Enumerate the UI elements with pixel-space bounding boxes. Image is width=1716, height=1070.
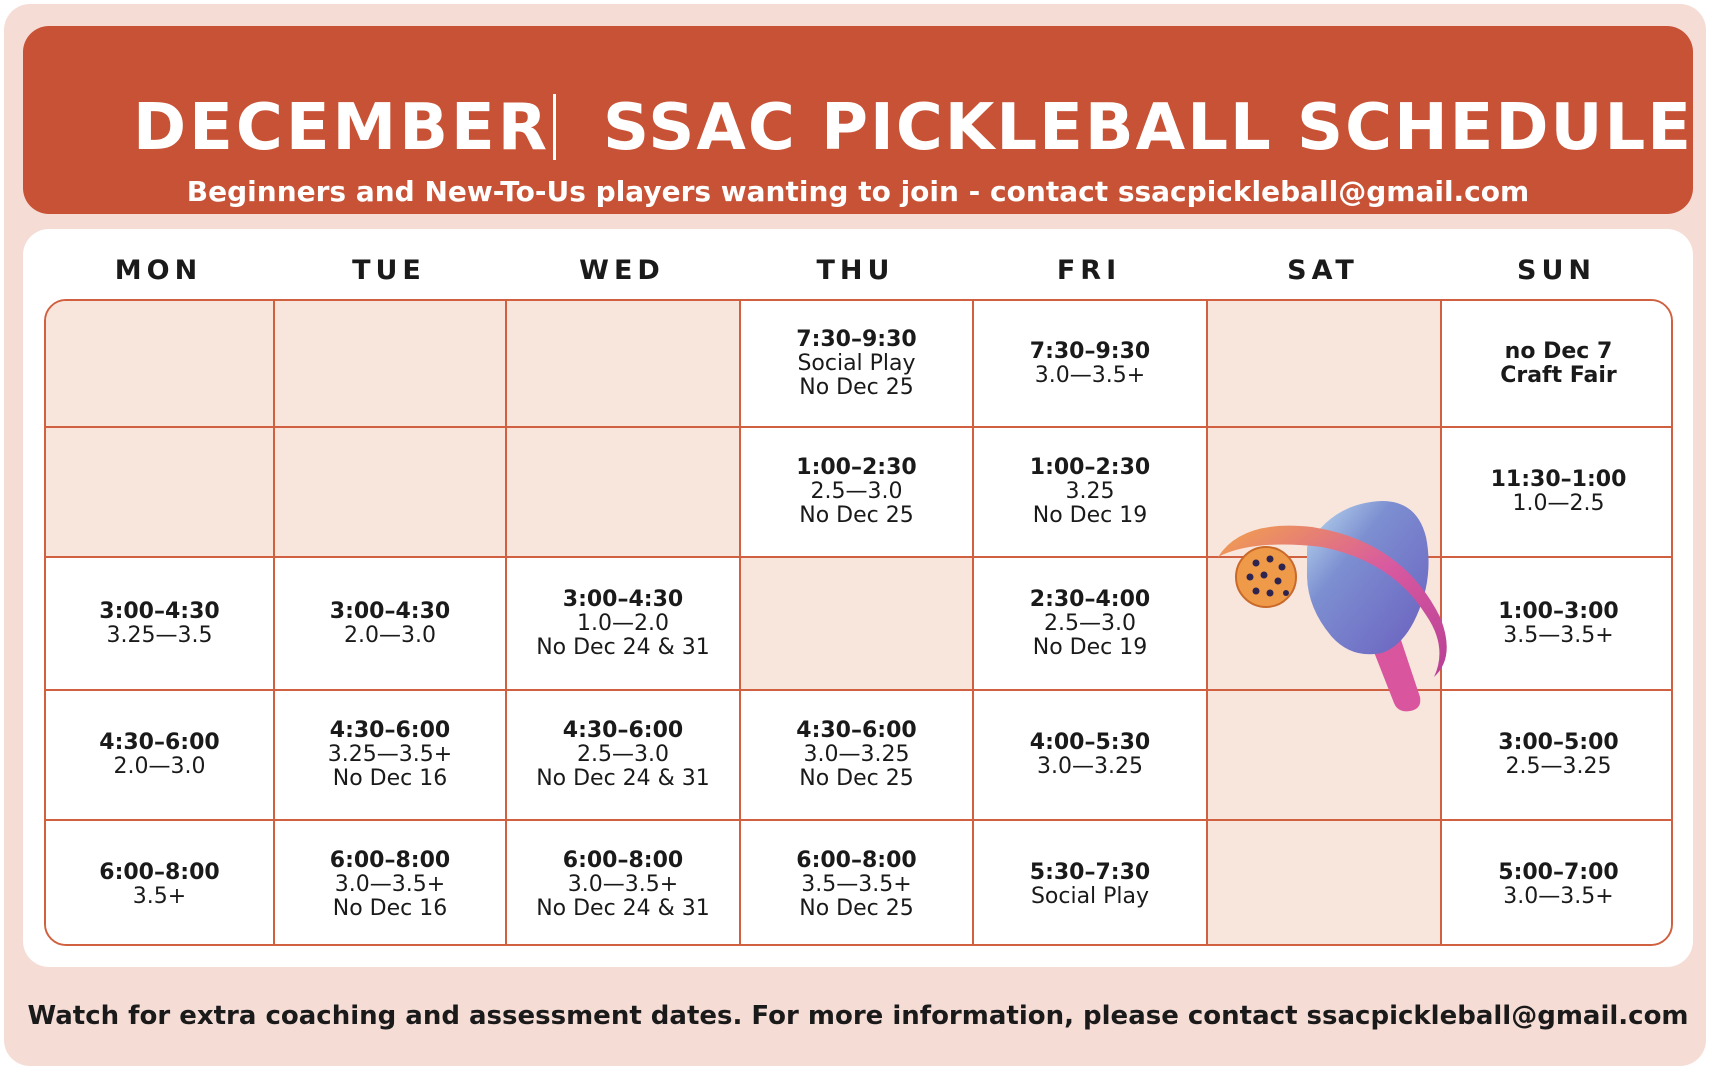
schedule-cell-fri-row5 (974, 821, 1208, 946)
schedule-cell-tue-row2 (275, 428, 507, 558)
schedule-cell-thu-row4 (741, 691, 974, 821)
session-time: 2:30–4:00 (1029, 586, 1151, 612)
schedule-cell-tue-row3 (275, 558, 507, 691)
schedule-cell-wed-row3 (507, 558, 741, 691)
session-time: 3:00–4:30 (562, 586, 684, 612)
schedule-cell-tue-row4 (275, 691, 507, 821)
schedule-cell-mon-row1 (46, 301, 275, 428)
header-subtitle: Beginners and New-To-Us players wanting to join - contact ssacpickleball@gmail.com (186, 175, 1530, 208)
schedule-cell-thu-row2 (741, 428, 974, 558)
session-time: 1:00–3:00 (1498, 598, 1619, 624)
session-detail: No Dec 24 & 31 (536, 634, 710, 660)
session-detail: Craft Fair (1500, 362, 1617, 388)
schedule-cell-wed-row2 (507, 428, 741, 558)
session-time: 3:00–4:30 (99, 598, 220, 624)
schedule-cell-sat-row1 (1208, 301, 1442, 428)
schedule-cell-sun-row2 (1442, 428, 1673, 558)
session-detail: 1.0—2.5 (1512, 491, 1605, 516)
schedule-title: SSAC PICKLEBALL SCHEDULE (603, 91, 1693, 165)
schedule-cell-fri-row3 (974, 558, 1208, 691)
title-divider (553, 94, 556, 160)
schedule-cell-tue-row1 (275, 301, 507, 428)
day-header-mon: MON (114, 255, 203, 286)
session-time: 5:30–7:30 (1029, 859, 1151, 885)
schedule-cell-fri-row1 (974, 301, 1208, 428)
session-detail: 3.0—3.5+ (1034, 362, 1146, 388)
session-detail: 3.25—3.5 (106, 622, 213, 648)
session-detail: 2.0—3.0 (113, 754, 206, 779)
session-detail: No Dec 25 (799, 895, 914, 921)
session-detail: Social Play (797, 350, 916, 376)
session-detail: No Dec 16 (332, 766, 448, 791)
schedule-cell-sun-row4 (1442, 691, 1673, 821)
footer-note: Watch for extra coaching and assessment dates. For more information, please contact ssacpickleball@gmail.com (27, 1001, 1689, 1031)
day-header-fri: FRI (1056, 255, 1122, 286)
session-detail: Social Play (1030, 883, 1150, 909)
schedule-cell-wed-row4 (507, 691, 741, 821)
schedule-cell-thu-row5 (741, 821, 974, 946)
session-detail: No Dec 16 (332, 895, 448, 921)
session-detail: 2.5—3.0 (577, 742, 669, 767)
schedule-cell-mon-row4 (46, 691, 275, 821)
session-time: 1:00–2:30 (1029, 455, 1151, 480)
schedule-cell-wed-row1 (507, 301, 741, 428)
schedule-cell-mon-row3 (46, 558, 275, 691)
session-detail: 2.5—3.0 (1044, 610, 1136, 636)
header-title-row (23, 88, 1693, 168)
session-time: 3:00–4:30 (329, 598, 451, 624)
header-banner (23, 26, 1693, 214)
session-detail: 2.0—3.0 (344, 622, 436, 648)
session-time: 4:30–6:00 (796, 718, 917, 743)
schedule-cell-fri-row4 (974, 691, 1208, 821)
session-detail: No Dec 24 & 31 (536, 766, 710, 791)
schedule-cell-wed-row5 (507, 821, 741, 946)
session-detail: 3.0—3.5+ (567, 871, 679, 897)
session-detail: No Dec 25 (799, 503, 914, 528)
session-detail: No Dec 25 (799, 766, 914, 791)
session-time: 6:00–8:00 (329, 847, 451, 873)
weekday-header (44, 246, 1673, 296)
session-detail: 3.0—3.5+ (334, 871, 446, 897)
schedule-cell-sun-row5 (1442, 821, 1673, 946)
session-time: 6:00–8:00 (796, 847, 917, 873)
schedule-cell-mon-row2 (46, 428, 275, 558)
session-time: 11:30–1:00 (1490, 467, 1627, 492)
session-time: 1:00–2:30 (796, 455, 917, 480)
session-detail: No Dec 19 (1032, 503, 1148, 528)
session-detail: 2.5—3.25 (1505, 754, 1612, 779)
session-detail: 3.25 (1065, 479, 1115, 504)
session-time: 7:30–9:30 (796, 326, 917, 352)
session-detail: 3.25—3.5+ (327, 742, 453, 767)
session-detail: 3.0—3.5+ (1503, 883, 1614, 909)
day-header-thu: THU (816, 255, 895, 286)
schedule-cell-fri-row2 (974, 428, 1208, 558)
session-time: 7:30–9:30 (1029, 338, 1151, 364)
session-time: 6:00–8:00 (99, 859, 220, 885)
day-header-sun: SUN (1517, 255, 1596, 286)
session-detail: No Dec 25 (799, 374, 914, 400)
session-time: 4:30–6:00 (329, 718, 451, 743)
session-detail: 3.0—3.25 (1037, 754, 1143, 779)
session-time: no Dec 7 (1504, 338, 1613, 364)
session-detail: No Dec 24 & 31 (536, 895, 710, 921)
session-detail: 3.5—3.5+ (1503, 622, 1614, 648)
session-detail: 3.5+ (132, 883, 187, 909)
schedule-cell-thu-row1 (741, 301, 974, 428)
schedule-cell-sat-row5 (1208, 821, 1442, 946)
session-time: 5:00–7:00 (1498, 859, 1619, 885)
session-time: 4:30–6:00 (562, 718, 684, 743)
day-header-sat: SAT (1287, 255, 1359, 286)
schedule-cell-thu-row3 (741, 558, 974, 691)
day-header-tue: TUE (352, 255, 426, 286)
schedule-cell-mon-row5 (46, 821, 275, 946)
session-time: 4:30–6:00 (99, 730, 220, 755)
schedule-cell-sun-row3 (1442, 558, 1673, 691)
session-detail: 3.5—3.5+ (801, 871, 912, 897)
day-header-wed: WED (579, 255, 665, 286)
session-detail: No Dec 19 (1032, 634, 1148, 660)
session-detail: 2.5—3.0 (810, 479, 903, 504)
pickleball-paddle-icon (1212, 497, 1472, 722)
session-time: 4:00–5:30 (1029, 730, 1151, 755)
schedule-cell-sun-row1 (1442, 301, 1673, 428)
session-time: 6:00–8:00 (562, 847, 684, 873)
session-detail: 3.0—3.25 (803, 742, 910, 767)
schedule-cell-tue-row5 (275, 821, 507, 946)
session-time: 3:00–5:00 (1498, 730, 1619, 755)
session-detail: 1.0—2.0 (577, 610, 669, 636)
month-title: DECEMBER (133, 91, 550, 165)
